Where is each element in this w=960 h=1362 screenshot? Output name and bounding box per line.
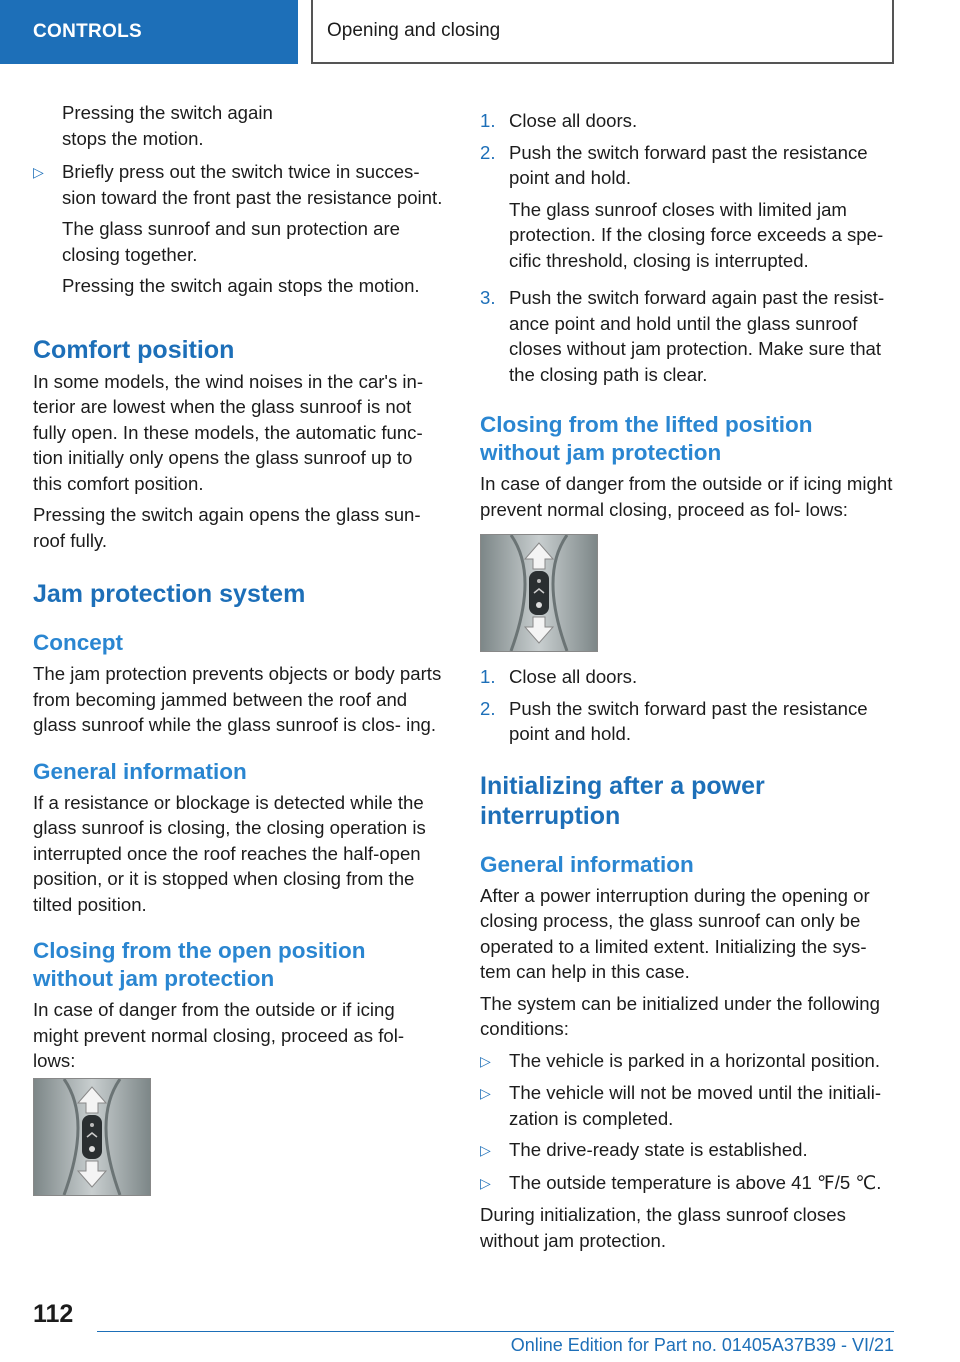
condition-item xyxy=(480,1170,895,1197)
condition-text: The vehicle will not be moved until the initiali- zation is completed. xyxy=(509,1082,882,1129)
condition-item xyxy=(480,1137,895,1164)
page-header xyxy=(0,0,960,66)
sunroof-switch-image xyxy=(480,534,598,652)
triangle-bullet-icon: ▷ xyxy=(480,1174,491,1191)
triangle-bullet-icon: ▷ xyxy=(33,164,44,180)
step-text: Close all doors. xyxy=(509,110,638,131)
heading-comfort-position: Comfort position xyxy=(33,335,235,364)
heading-initializing: Initializing after a power interruption xyxy=(480,771,765,830)
step-number: 3. xyxy=(480,287,496,308)
condition-item xyxy=(480,1080,895,1131)
step-text: Push the switch forward past the resistance point and hold. xyxy=(509,697,868,744)
step-item xyxy=(480,285,895,387)
bullet-text: Briefly press out the switch twice in succes- sion toward the front past the resistance point. xyxy=(62,161,443,208)
heading-closing-lifted-position: Closing from the lifted position without jam protection xyxy=(480,412,813,465)
sunroof-switch-icon xyxy=(34,1079,150,1195)
step-number: 2. xyxy=(480,141,496,163)
bullet-sub-2: Pressing the switch again stops the motion. xyxy=(62,275,420,296)
section-tab: CONTROLS xyxy=(0,0,298,64)
bullet-item xyxy=(33,159,443,305)
lifted-paragraph: In case of danger from the outside or if icing might prevent normal closing, proceed as fol- lows: xyxy=(480,473,893,520)
triangle-bullet-icon: ▷ xyxy=(480,1085,491,1101)
step-sub-text: The glass sunroof closes with limited jam protection. If the closing force exceeds a spe- cific threshold, closing is interrupted. xyxy=(509,198,884,271)
triangle-bullet-icon: ▷ xyxy=(480,1142,491,1158)
open-position-paragraph: In case of danger from the outside or if icing might prevent normal closing, proceed as fol- lows: xyxy=(33,999,405,1071)
init-paragraph-1: After a power interruption during the opening or closing process, the glass sunroof can only be operated to a limited extent. Initializing the sys- tem can help in this case. xyxy=(480,884,870,982)
triangle-bullet-icon: ▷ xyxy=(480,1052,491,1069)
heading-concept: Concept xyxy=(33,630,123,655)
left-column xyxy=(33,100,443,1196)
step-number: 1. xyxy=(480,666,496,687)
chapter-tab: Opening and closing xyxy=(311,0,894,64)
heading-init-general-information: General information xyxy=(480,851,694,877)
step-text: Push the switch forward again past the resist- ance point and hold until the glass sunroof closes without jam protection. Make sure that the closing path is clear. xyxy=(509,287,885,385)
continued-line-2: stops the motion. xyxy=(62,127,204,149)
comfort-paragraph-1: In some models, the wind noises in the car's in- terior are lowest when the glass sunroof is not fully open. In these models, the automatic func- tion initially only opens the glass sunroof up to this comfort position. xyxy=(33,370,424,494)
step-text: Close all doors. xyxy=(509,666,638,687)
step-item xyxy=(480,140,895,280)
footer-divider xyxy=(97,1331,894,1332)
page-number: 112 xyxy=(33,1300,74,1328)
right-column xyxy=(480,108,895,1259)
continued-line-1: Pressing the switch again xyxy=(62,102,273,123)
concept-paragraph: The jam protection prevents objects or body parts from becoming jammed between the roof and glass sunroof while the glass sunroof is clos- ing. xyxy=(33,663,442,735)
footer-edition: Online Edition for Part no. 01405A37B39 - VI/21 xyxy=(510,1335,894,1355)
step-number: 1. xyxy=(480,110,496,131)
heading-closing-open-position: Closing from the open position without jam protection xyxy=(33,938,366,991)
step-item xyxy=(480,108,895,134)
condition-text: The vehicle is parked in a horizontal position. xyxy=(509,1049,881,1071)
init-paragraph-2: The system can be initialized under the following conditions: xyxy=(480,992,880,1039)
init-paragraph-3: During initialization, the glass sunroof closes without jam protection. xyxy=(480,1204,846,1251)
condition-text: The outside temperature is above 41 ℉/5 ℃. xyxy=(509,1171,882,1193)
condition-text: The drive-ready state is established. xyxy=(509,1139,808,1160)
condition-item xyxy=(480,1048,895,1075)
heading-jam-protection: Jam protection system xyxy=(33,580,306,608)
step-item xyxy=(480,696,895,747)
step-text: Push the switch forward past the resistance point and hold. xyxy=(509,141,868,188)
comfort-paragraph-2: Pressing the switch again opens the glass sun- roof fully. xyxy=(33,504,421,551)
general-paragraph: If a resistance or blockage is detected while the glass sunroof is closing, the closing operation is interrupted once the roof reaches the half-open position, or it is stopped when closing from the tilted position. xyxy=(33,791,426,915)
sunroof-switch-icon xyxy=(481,535,597,651)
sunroof-switch-image xyxy=(33,1078,151,1196)
step-number: 2. xyxy=(480,697,496,719)
step-item xyxy=(480,664,895,690)
heading-general-information: General information xyxy=(33,758,247,784)
bullet-sub-1: The glass sunroof and sun protection are closing together. xyxy=(62,218,400,265)
